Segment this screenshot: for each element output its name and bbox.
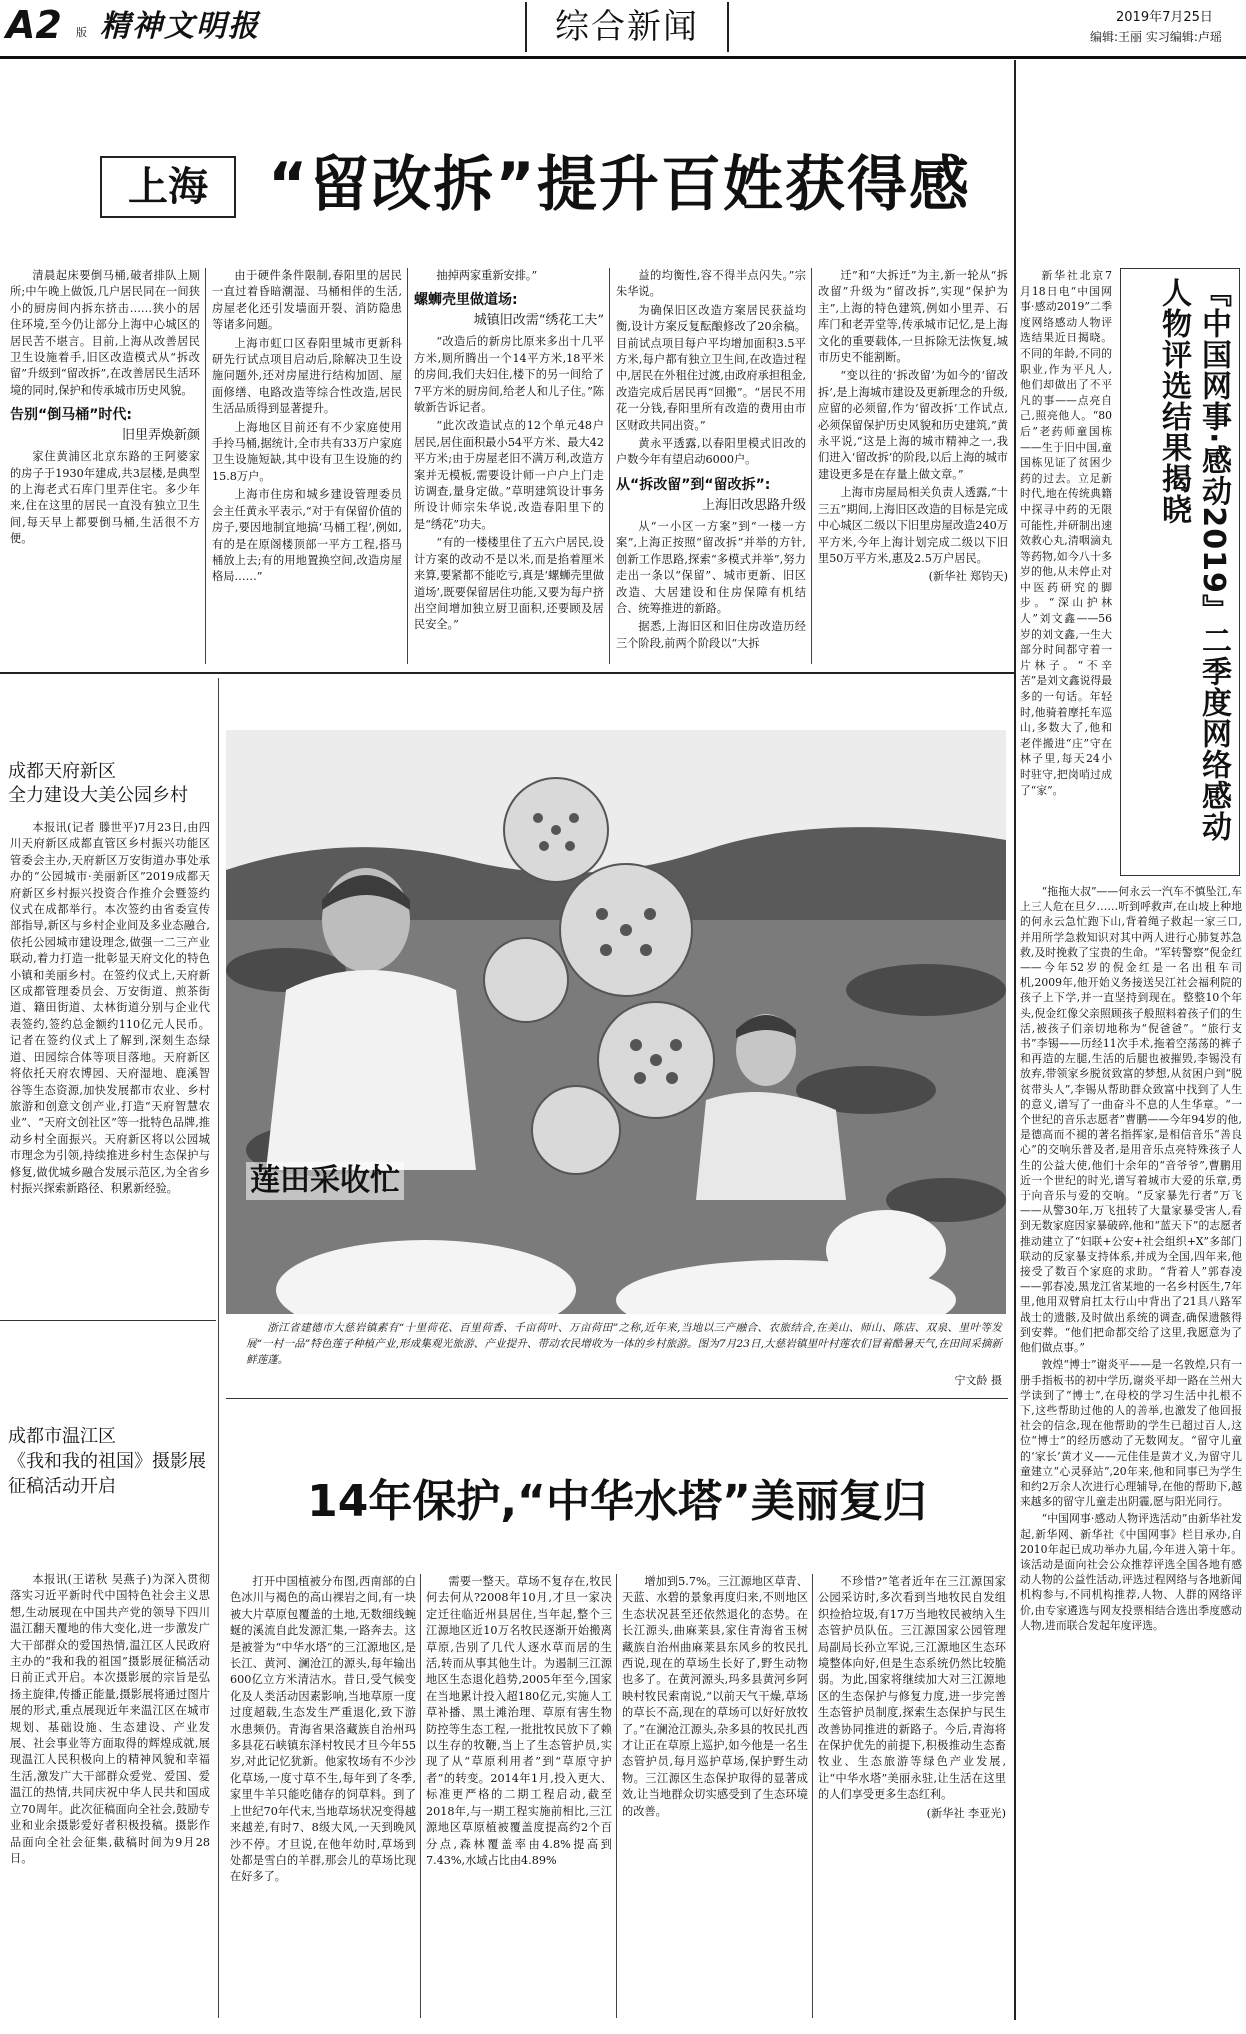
- left-brief2-body: [10, 1572, 210, 2024]
- column-divider: [811, 268, 812, 664]
- article-paragraph: “有的一楼楼里住了五六户居民,设计方案的改动不是以米,而是掐着厘米来算,要紧都不能吃亏,真是‘螺蛳壳里做道场’,既要保留居住功能,又要为每户挤出空间增加独立厨卫面积,还要顾及居民安全。”: [414, 536, 604, 632]
- column-divider: [420, 1574, 421, 2018]
- page-number-suffix: 版: [76, 26, 87, 39]
- byline: (新华社 李亚光): [926, 1806, 1006, 1820]
- masthead: [0, 0, 1246, 58]
- section-name-box: [525, 2, 729, 52]
- article-paragraph: 为确保旧区改造方案居民获益均衡,设计方案反复酝酿修改了20余稿。目前试点项目每户平均增加面积3.5平方米,每户都有独立卫生间,在改造过程中,居民在外租住过渡,由政府承担租金,改造完成后居民再“回搬”。“居民不用花一分钱,春阳里所有改造的费用由市区财政共同出资。”: [616, 303, 806, 432]
- photo-caption-title: 莲田采收忙: [246, 1162, 404, 1200]
- article-paragraph: 增加到5.7%。三江源地区草青、天蓝、水碧的景象再度归来,不则地区生态状况甚至还依然退化的态势。在长江源头,曲麻莱县,家住青海省玉树藏族自治州曲麻莱县东风乡的牧民扎西说,现在的草场生长好了,野生动物也多了。在黄河源头,玛多县黄河乡阿映村牧民索南说,“以前天气干燥,草场的草长不高,现在的草场可以好好放牧了。”在澜沧江源头,杂多县的牧民扎西才让正在草原上巡护,如今他是一名生态管护员,每月巡护草场,保护野生动物。三江源区生态保护取得的显著成效,让当地群众切实感受到了生态环境的改善。: [622, 1575, 808, 1818]
- lotus-photo-illustration: [226, 730, 1006, 1314]
- column-divider: [812, 1574, 813, 2018]
- bottom-headline: 14年保护,“中华水塔”美丽复归: [307, 1476, 927, 1527]
- masthead-rule: [0, 56, 1246, 59]
- column-divider: [609, 268, 610, 664]
- brief-title-line: 全力建设大美公园乡村: [8, 785, 188, 806]
- page-number: A2: [6, 3, 62, 47]
- photo-credit: 宁文龄 摄: [954, 1374, 1002, 1387]
- left-column-divider: [218, 678, 219, 2018]
- article-paragraph: “变以往的‘拆改留’为如今的‘留改拆’,是上海城市建设及更新理念的升级,应留的必须留,作为‘留改拆’工作试点,必须保留保护历史风貌和历史建筑,”黄永平说,“这是上海的城市精神之一,我们进入‘留改拆’的阶段,以后上海的城市建设更多是在存量上做文章。”: [818, 369, 1008, 481]
- article-paragraph: “改造后的新房比原来多出十几平方米,厕所腾出一个14平方米,18平米的房间,我们夫妇住,楼下的另一间给了7平方米的厨房间,给老人和儿子住。”陈敏新告诉记者。: [414, 335, 604, 415]
- brief-title-line: 成都市温江区: [8, 1426, 116, 1447]
- brief-title-line: 成都天府新区: [8, 761, 116, 782]
- left-brief1-body: [10, 820, 210, 1314]
- editors: 编辑:王丽 实习编辑:卢瑶: [1090, 30, 1222, 44]
- sidebar-divider: [1014, 60, 1016, 2020]
- sidebar-title: 『中国网事·感动2019』二季度网络感动人物评选结果揭晓: [1156, 277, 1231, 842]
- photo-caption: [246, 1320, 1002, 1368]
- section-rule: [226, 1398, 1008, 1399]
- top-headline: “留改拆”提升百姓获得感: [268, 150, 971, 220]
- sidebar-continued-text: [1020, 884, 1242, 2024]
- article-paragraph: 从“一小区一方案”到“一楼一方案”,上海正按照“留改拆”并举的方针,创新工作思路,探索“多模式并举”,努力走出一条以“保留”、城市更新、旧区改造、大居建设和住房保障有机结合、统筹推进的新路。: [616, 519, 806, 615]
- subhead-right: 上海旧改思路升级: [701, 497, 806, 513]
- article-paragraph: 益的均衡性,容不得半点闪失。”宗朱华说。: [616, 269, 806, 299]
- article-paragraph: “拖拖大叔”——何永云一汽车不慎坠江,车上三人危在旦夕……听到呼救声,在山坡上种地的何永云急忙跑下山,背着绳子救起一家三口,并用所学急救知识对其中两人进行心肺复苏急救,及时挽救了宝贵的生命。“军转警察”倪金红——今年52岁的倪金红是一名出租车司机,2009年,他开始义务接送吴江社会福利院的孩子上下学,并一直坚持到现在。整整10个年头,倪金红像父亲照顾孩子般照料着孩子们的生活,被孩子们亲切地称为“倪爸爸”。“旅行支书”李锡——历经11次手术,拖着空荡荡的裤子和再造的左腿,生活的后腿也被摧毁,李锡没有放弃,带领家乡脱贫致富的梦想,从贫困户到“脱贫带头人”,李锡从帮助群众致富中找到了人生的意义,谱写了一曲奋斗不息的人生华章。“一个世纪的音乐志愿者”曹鹏——今年94岁的他,是德高而不褪的著名指挥家,是相信音乐“善良心”的交响乐普及者,是用音乐点亮特殊孩子人生的公益大使,他们十余年的“音爷爷”,曹鹏用近一个世纪的时光,谱写着城市大爱的乐章,勇于向音乐与爱的交响。“反家暴先行者”万飞——从警30年,万飞扭转了大量家暴受害人,看到无数家庭因家暴破碎,他和“蓝天下”的志愿者推动建立了“妇联+公安+社会组织+X”多部门联动的反家暴支持体系,并成为全国,四年来,他接受了数百个家庭的求助。“背着人”郭春凌——郭春凌,黑龙江省某地的一名乡村医生,7年里,他用双臂肩扛太行山中背出了21具八路军战士的遗骸,及时做出系统的调查,确保遗骸得到安葬。“他们把命都交给了这里,我愿意为了他们做点事。”: [1020, 885, 1242, 1355]
- article-paragraph: 本报讯(记者 滕世平)7月23日,由四川天府新区成都直管区乡村振兴功能区管委会主办,天府新区万安街道办事处承办的“公园城市·美丽新区”2019成都天府新区乡村振兴投资合作推介会暨签约仪式在成都举行。本次签约由省委宣传部指导,新区与乡村企业间及多业态融合,依托公园城市建设理念,做强一二三产业联动,着力打造一批彰显天府文化的特色小镇和美丽乡村。在签约仪式上,天府新区成都管理委员会、万安街道、煎茶街道、籍田街道、太林街道分别与企业代表签约,签约总金额约110亿元人民币。记者在签约仪式上了解到,深刻生态绿道、田园综合体等项目落地。天府新区将依托天府农博园、天府湿地、鹿溪智谷等生态资源,加快发展都市农业、乡村旅游和创意文创产业,打造“天府智慧农业”、“天府文创社区”等一批特色品牌,推动乡村全面振兴。天府新区将以公园城市理念为引领,持续推进乡村生态保护与修复,做优城乡融合发展示范区,为全省乡村振兴探索新路径、积累新经验。: [10, 821, 210, 1195]
- article-paragraph: 需要一整天。草场不复存在,牧民何去何从?2008年10月,才旦一家决定迁往临近州县居住,当年起,整个三江源地区近10万名牧民逐渐开始搬离草原,告别了几代人逐水草而居的生活,转而从事其他生计。为遏制三江源地区生态退化趋势,2005年至今,国家在当地累计投入超180亿元,实施人工草补播、黑土滩治理、草原有害生物防控等生态工程,一批批牧民放下了赖以生存的牧鞭,当上了生态管护员,实现了从“草原利用者”到“草原守护者”的转变。2014年1月,投入更大、标准更严格的二期工程启动,截至2018年,与一期工程实施前相比,三江源地区草原植被覆盖度提高约2个百分点,森林覆盖率由4.8%提高到7.43%,水域占比由4.89%: [426, 1575, 612, 1867]
- sidebar-title-box: [1120, 268, 1240, 876]
- article-paragraph: 抽掉两家重新安排。”: [436, 269, 538, 282]
- bottom-story-col4: [818, 1574, 1006, 2018]
- brief-title-line: 征稿活动开启: [8, 1476, 116, 1497]
- left-brief1-title: [8, 760, 208, 808]
- column-divider: [616, 1574, 617, 2018]
- article-paragraph: 清晨起床要倒马桶,破者排队上厕所;中午晚上做饭,几户居民同在一间狭小的厨房间内拆东挤击……狭小的居住环境,至今仍让部分上海中心城区的居民苦不堪言。目前,上海从改善居民卫生设施着手,旧区改造模式从“拆改留”升级到“留改拆”,在改善居民生活环境的同时,保护和传承城市历史风貌。: [10, 269, 200, 397]
- article-paragraph: 敦煌“博士”谢炎平——是一名敦煌,只有一册手指板书的初中学历,谢炎平却一路在兰州大学读到了“博士”,在母校的学习生活中扎根不下,这些帮助过他的人的善举,也激发了他回报社会的信念,现在他帮助的学生已超过百人,这位“博士”的经历感动了无数网友。“留守儿童的‘家长’黄才义——元佳佳是黄才义,为留守儿童建立“心灵驿站”,20年来,他和同事已为学生和约2万余人次进行心理辅导,在他的帮助下,越来越多的留守儿童走出阴霾,愿与阳光同行。: [1020, 1358, 1242, 1509]
- lotus-harvest-photo: [226, 730, 1006, 1314]
- byline: (新华社 郑钧天): [928, 570, 1008, 584]
- article-paragraph: 上海市住房和城乡建设管理委员会主任黄永平表示,“对于有保留价值的房子,要因地制宜地搞‘马桶工程’,例如,有的是在原阁楼顶部一平方工程,搭马桶放上去;有的用地置换空间,改造房屋格局……”: [212, 488, 402, 584]
- section-rule: [0, 672, 1014, 674]
- bottom-story-col1: [230, 1574, 416, 2018]
- column-divider: [205, 268, 206, 664]
- photo-caption-text: 浙江省建德市大慈岩镇素有“十里荷花、百里荷香、千亩荷叶、万亩荷田”之称,近年来,当地以三产融合、农旅结合,在美山、师山、陈店、双泉、里叶等发展“一村一品”特色莲子种植产业,形成集观光旅游、产业提升、带动农民增收为一体的乡村旅游。图为7月23日,大慈岩镇里叶村莲农们冒着酷暑天气,在田间采摘新鲜莲蓬。: [246, 1322, 1002, 1366]
- article-paragraph: 上海市虹口区春阳里城市更新科研先行试点项目启动后,除解决卫生设施问题外,还对房屋进行结构加固、屋面修缮、电路改造等综合性改造,居民生活品质得到显著提升。: [212, 336, 402, 416]
- subhead-right: 旧里弄焕新颜: [121, 428, 200, 444]
- location-tag: 上海: [100, 156, 236, 218]
- article-paragraph: 黄永平透露,以春阳里模式旧改的户数今年有望启动6000户。: [616, 437, 806, 467]
- article-paragraph: “此次改造试点的12个单元48户居民,居住面积最小54平方米、最大42平方米;由于房屋老旧不满万利,改造方案并无模板,需要设计师一户户上门走访调查,量身定做。”草明建筑设计事务所设计师宗朱华说,改造春阳里下的是“绣花”功夫。: [414, 419, 604, 531]
- article-paragraph: “中国网事·感动人物评选活动”由新华社发起,新华网、新华社《中国网事》栏目承办,自2010年起已成功举办九届,今年进入第十年。该活动是面向社会公众推荐评选全国各地有感动人物的公益性活动,评选过程网络与各地新闻机构参与,不同机构推荐,人物、人群的网络评价,由专家遴选与网友投票相结合选出季度感动人物,进而联合发起年度评选。: [1020, 1512, 1242, 1632]
- article-paragraph: 家住黄浦区北京东路的王阿婆家的房子于1930年建成,共3层楼,是典型的上海老式石库门里弄住宅。多少年来,住在这里的居民一直没有独立卫生间,每天早上都要倒马桶,生活很不方便。: [10, 450, 200, 546]
- article-paragraph: 迁”和“大拆迁”为主,新一轮从“拆改留”升级为“留改拆”,实现“保护为主”,上海的特色建筑,例如小里弄、石库门和老弄堂等,传承城市记忆,是上海文化的重要载体,一旦拆除无法恢复,城市历史不能割断。: [818, 269, 1008, 365]
- paper-name: 精神文明报: [100, 9, 260, 44]
- top-story-col4: [616, 268, 806, 664]
- top-story-col3: [414, 268, 604, 664]
- bottom-story-col2: [426, 1574, 612, 2018]
- subhead: 告别“倒马桶”时代:: [10, 407, 133, 424]
- article-paragraph: 不珍惜?”笔者近年在三江源国家公园采访时,多次看到当地牧民自发组织捡拾垃圾,有17万当地牧民被纳入生态管护员队伍。三江源国家公园管理局副局长孙立军说,三江源地区生态环境整体向好,但是生态系统仍然比较脆弱。为此,国家将继续加大对三江源地区的生态保护与修复力度,进一步完善生态管护员制度,探索生态保护与民生改善协同推进的新路子。今后,青海将在保护优先的前提下,积极推动生态畜牧业、生态旅游等绿色产业发展,让“中华水塔”美丽永驻,让生活在这里的人们享受更多生态红利。: [818, 1575, 1006, 1802]
- article-paragraph: 打开中国植被分布图,西南部的白色冰川与褐色的高山裸岩之间,有一块被大片草原包覆盖的土地,无数细线蜿蜒的溪流自此发源汇集,一路奔去。这是被誉为“中华水塔”的三江源地区,是长江、黄河、澜沧江的源头,每年输出600亿立方米清洁水。昔日,受气候变化及人类活动因素影响,当地草原一度过度超载,生态发生严重退化,致下游水患频仍。青海省果洛藏族自治州玛多县花石峡镇东泽村牧民才旦今年55岁,对此记忆犹新。他家牧场有不少沙化草场,一度寸草不生,每年到了冬季,家里牛羊只能吃储存的饲草料。到了上世纪70年代末,当地草场状况变得越来越差,有时7、8级大风,一天到晚风沙不停。才旦说,在他年幼时,草场到处都是雪白的羊群,那会儿的草场比现在好多了。: [230, 1575, 416, 1884]
- article-paragraph: 上海地区目前还有不少家庭使用手拎马桶,据统计,全市共有33万户家庭卫生设施短缺,其中设有卫生设施的约15.8万户。: [212, 420, 402, 483]
- article-paragraph: 新华社北京7月18日电“中国网事·感动2019”二季度网络感动人物评选结果近日揭晓。不同的年龄,不同的职业,作为平凡人,他们却做出了不平凡的事——点亮自己,照亮他人。“80后”老药师童国栋——生于旧中国,童国栋见证了贫困少药的过去。立足新时代,地在传统典籍中探寻中药的无限可能性,并研制出速效救心丸,清咽滴丸等药物,如今八十多岁的他,从未停止对中医药研究的脚步。“深山护林人”刘文鑫——56岁的刘文鑫,一生大部分时间都守着一片林子。“不辛苦”是刘文鑫说得最多的一句话。年轻时,他骑着摩托车巡山,多数大了,他和老伴搬进“庄”守在林子里,每天24小时驻守,把岗哨过成了“家”。: [1020, 269, 1112, 797]
- subhead: 从“拆改留”到“留改拆”:: [616, 476, 771, 493]
- article-paragraph: 本报讯(王诺秋 吴燕子)为深入贯彻落实习近平新时代中国特色社会主义思想,生动展现在中国共产党的领导下四川温江翻天覆地的伟大变化,进一步激发广大干部群众的爱国热情,温江区人民政府主办的“我和我的祖国”摄影展征稿活动日前正式开启。本次摄影展的宗旨是弘扬主旋律,传播正能量,摄影展将通过图片展的形式,重点展现近年来温江区在城市规划、基础设施、生态建设、产业发展、社会事业等方面取得的辉煌成就,展现温江人民积极向上的精神风貌和幸福生活,激发广大干部群众爱党、爱国、爱温江的热情,共同庆祝中华人民共和国成立70周年。此次征稿面向全社会,鼓励专业和业余摄影爱好者积极投稿。摄影作品面向全社会征集,截稿时间为9月28日。: [10, 1573, 210, 1865]
- brief-title-line: 《我和我的祖国》摄影展: [8, 1451, 206, 1472]
- article-paragraph: 由于硬件条件限制,春阳里的居民一直过着昏暗潮湿、马桶相伴的生活,房屋老化还引发墙面开裂、消防隐患等诸多问题。: [212, 269, 402, 332]
- subhead: 螺蛳壳里做道场:: [414, 292, 518, 309]
- sidebar-top-text: [1020, 268, 1112, 880]
- top-story-col5: [818, 268, 1008, 664]
- article-paragraph: 上海市房屋局相关负责人透露,“十三五”期间,上海旧区改造的目标是完成中心城区二级以下旧里房屋改造240万平方米,今年上海计划完成二级以下旧里50万平方米,惠及2.5万户居民。: [818, 486, 1008, 565]
- bottom-story-col3: [622, 1574, 808, 2018]
- column-divider: [407, 268, 408, 664]
- pub-date: 2019年7月25日: [1116, 10, 1213, 25]
- left-brief2-title: [8, 1424, 208, 1499]
- section-rule: [0, 1320, 216, 1321]
- subhead-right: 城镇旧改需“绣花工夫”: [473, 313, 604, 329]
- section-name: 综合新闻: [555, 7, 699, 47]
- article-paragraph: 据悉,上海旧区和旧住房改造历经三个阶段,前两个阶段以“大拆: [616, 620, 806, 650]
- top-story-col1: [10, 268, 200, 664]
- top-story-col2: [212, 268, 402, 664]
